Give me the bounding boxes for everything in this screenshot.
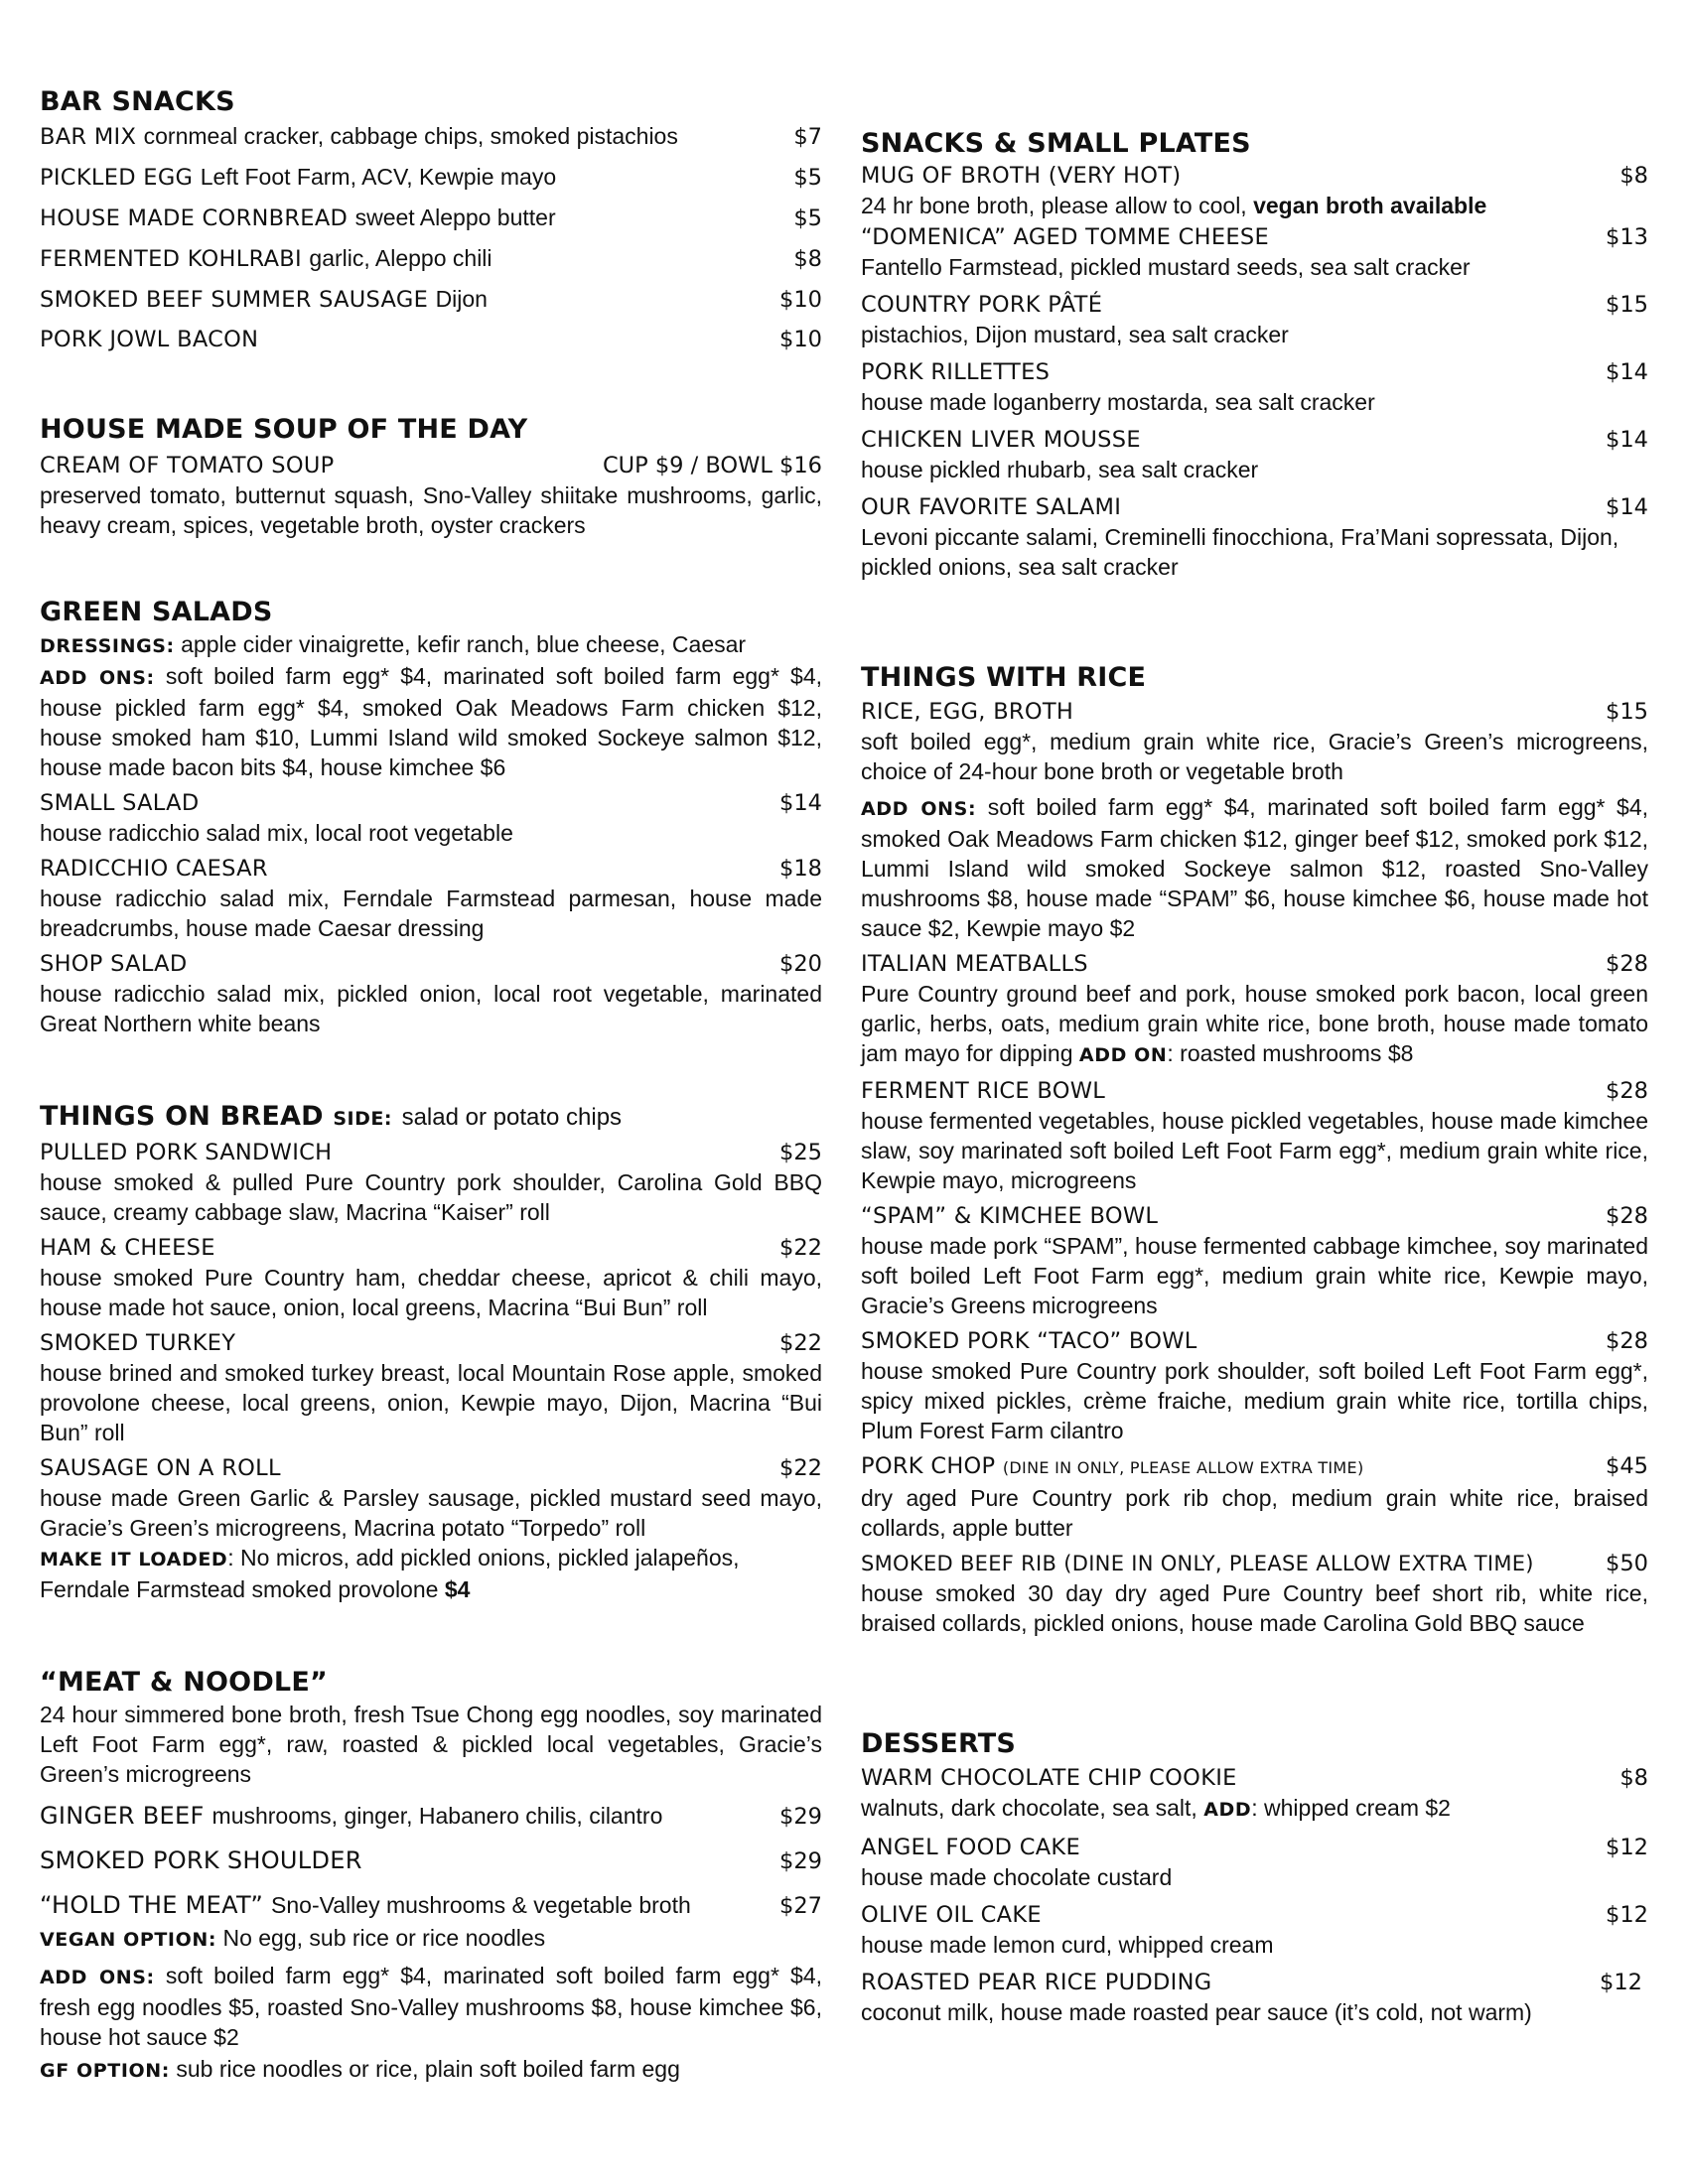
item-desc-bold: vegan broth available (1253, 193, 1487, 218)
item-price: $8 (793, 246, 822, 272)
item-price: $28 (1606, 1328, 1648, 1354)
item-desc: house made Green Garlic & Parsley sausage, pickled mustard seed mayo, Gracie’s Green’s microgreens, Macrina potato “Torpedo” roll (40, 1485, 822, 1541)
addons-label: ADD ONS: (40, 1967, 155, 1988)
menu-item (40, 1845, 822, 1876)
side-label: SIDE: (333, 1108, 392, 1130)
item-price: $12 (1606, 1835, 1648, 1860)
section-title-text: THINGS ON BREAD (40, 1101, 324, 1132)
menu-item (40, 284, 822, 315)
item-desc-text: walnuts, dark chocolate, sea salt, (861, 1795, 1197, 1821)
item-name: SHOP SALAD (40, 951, 188, 977)
menu-item (40, 1801, 822, 1832)
item-desc: Sno-Valley mushrooms & vegetable broth (271, 1892, 691, 1918)
item-name: “HOLD THE MEAT” (40, 1891, 264, 1919)
loaded-text: : No micros, add pickled onions, pickled jalapeños, Ferndale Farmstead smoked provolone (40, 1545, 740, 1602)
item-desc: cornmeal cracker, cabbage chips, smoked pistachios (143, 123, 678, 149)
addons-text: soft boiled farm egg* $4, marinated soft boiled farm egg* $4, fresh egg noodles $5, roasted Sno-Valley mushrooms $8, house kimchee $6, house hot sauce $2 (40, 1963, 823, 2050)
menu-item (40, 1138, 822, 1167)
item-desc: house made chocolate custard (861, 1864, 1173, 1890)
section-title (40, 1100, 822, 1136)
menu-item (40, 788, 822, 818)
vegan-label: VEGAN OPTION: (40, 1929, 217, 1951)
item-name: FERMENT RICE BOWL (861, 1078, 1106, 1104)
item-price: $5 (793, 205, 822, 231)
item-name: “DOMENICA” AGED TOMME CHEESE (861, 224, 1269, 250)
item-desc: coconut milk, house made roasted pear sauce (it’s cold, not warm) (861, 1999, 1532, 2025)
section-title: THINGS WITH RICE (861, 662, 1147, 693)
menu-item (861, 492, 1648, 522)
menu-item (861, 1201, 1648, 1231)
item-price: $10 (779, 287, 822, 313)
addons-label: ADD ONS: (40, 667, 155, 689)
menu-item (40, 854, 822, 884)
item-name: COUNTRY PORK PÂTÉ (861, 292, 1103, 318)
item-price: $28 (1606, 951, 1648, 977)
item-desc: pistachios, Dijon mustard, sea salt cracker (861, 322, 1289, 347)
salad-addons (40, 661, 822, 782)
item-name: PORK RILLETTES (861, 359, 1051, 385)
menu-item (40, 243, 822, 274)
item-price: $27 (779, 1893, 822, 1919)
item-desc: house radicchio salad mix, Ferndale Farmstead parmesan, house made breadcrumbs, house made Caesar dressing (40, 886, 822, 941)
gf-label: GF OPTION: (40, 2060, 170, 2082)
gf-text: sub rice noodles or rice, plain soft boiled farm egg (176, 2056, 680, 2082)
menu-item (861, 1451, 1648, 1483)
item-name: WARM CHOCOLATE CHIP COOKIE (861, 1765, 1237, 1791)
vegan-option (40, 1923, 822, 1955)
item-name: SMALL SALAD (40, 790, 200, 816)
rice-addons (861, 792, 1648, 943)
menu-item (40, 1328, 822, 1358)
item-name: PORK CHOP (861, 1453, 996, 1479)
menu-item (40, 949, 822, 979)
item-name: OUR FAVORITE SALAMI (861, 494, 1122, 520)
section-desc: 24 hour simmered bone broth, fresh Tsue Chong egg noodles, soy marinated Left Foot Farm egg*, raw, roasted & pickled local vegetables, Gracie’s Green’s microgreens (40, 1702, 822, 1787)
item-name: SMOKED BEEF SUMMER SAUSAGE (40, 287, 429, 313)
item-desc (861, 979, 1648, 1070)
item-name: SMOKED PORK SHOULDER (40, 1846, 362, 1874)
item-name: ANGEL FOOD CAKE (861, 1835, 1080, 1860)
item-desc: house made lemon curd, whipped cream (861, 1932, 1274, 1958)
menu-item (861, 290, 1648, 320)
addons-text: soft boiled farm egg* $4, marinated soft boiled farm egg* $4, smoked Oak Meadows Farm chicken $12, ginger beef $12, smoked pork $12, Lummi Island wild smoked Sockeye salmon $12, roasted Sno-Valley mushrooms $8, house made “SPAM” $6, house kimchee $6, house made hot sauce $2, Kewpie mayo $2 (861, 794, 1649, 941)
item-desc: house smoked 30 day dry aged Pure Country beef short rib, white rice, braised collards, pickled onions, house made Carolina Gold BBQ sauce (861, 1580, 1648, 1636)
menu-item (861, 1968, 1648, 1997)
section-title: “MEAT & NOODLE” (40, 1667, 328, 1698)
addon-label: ADD ON (1078, 1044, 1168, 1066)
item-desc: preserved tomato, butternut squash, Sno-Valley shiitake mushrooms, garlic, heavy cream, spices, vegetable broth, oyster crackers (40, 482, 822, 538)
item-price: $15 (1606, 292, 1648, 318)
item-desc: house radicchio salad mix, pickled onion, local root vegetable, marinated Great Northern white beans (40, 981, 822, 1036)
item-price: $25 (779, 1140, 822, 1165)
item-price: $14 (1606, 427, 1648, 453)
dressings-label: DRESSINGS: (40, 635, 175, 657)
item-name: PULLED PORK SANDWICH (40, 1140, 333, 1165)
section-title: BAR SNACKS (40, 86, 235, 117)
item-price: $45 (1606, 1453, 1648, 1479)
addons-text: soft boiled farm egg* $4, marinated soft boiled farm egg* $4, house pickled farm egg* $4, smoked Oak Meadows Farm chicken $12, house smoked ham $10, Lummi Island wild smoked Sockeye salmon $12, house made bacon bits $4, house kimchee $6 (40, 663, 823, 780)
menu-item (861, 357, 1648, 387)
item-name: RICE, EGG, BROTH (861, 699, 1074, 725)
item-price: $13 (1606, 224, 1648, 250)
side-text: salad or potato chips (401, 1104, 623, 1131)
menu-item (861, 1900, 1648, 1930)
menu-item (861, 1076, 1648, 1106)
item-desc: house smoked Pure Country pork shoulder, soft boiled Left Foot Farm egg*, spicy mixed pickles, crème fraiche, medium grain white rice, tortilla chips, Plum Forest Farm cilantro (861, 1358, 1648, 1443)
menu-item (40, 451, 822, 480)
loaded-label: MAKE IT LOADED (40, 1549, 228, 1570)
item-price: $12 (1600, 1970, 1642, 1995)
menu-item (861, 222, 1648, 252)
menu-item (40, 1890, 822, 1921)
item-name: FERMENTED KOHLRABI (40, 246, 302, 272)
item-price: $29 (779, 1848, 822, 1874)
item-desc: house radicchio salad mix, local root vegetable (40, 820, 513, 846)
item-name: PORK JOWL BACON (40, 327, 259, 352)
item-price: $22 (779, 1455, 822, 1481)
item-desc: garlic, Aleppo chili (309, 245, 492, 271)
item-desc: house made pork “SPAM”, house fermented cabbage kimchee, soy marinated soft boiled Left Foot Farm egg*, medium grain white rice, Kewpie mayo, Gracie’s Greens microgreens (861, 1233, 1648, 1318)
item-name: CREAM OF TOMATO SOUP (40, 453, 335, 478)
meat-noodle-section (40, 1666, 822, 2086)
item-desc (861, 1793, 1648, 1825)
item-name: MUG OF BROTH (VERY HOT) (861, 163, 1182, 189)
item-desc: sweet Aleppo butter (354, 205, 556, 230)
section-title: SNACKS & SMALL PLATES (861, 128, 1251, 159)
menu-item (861, 1326, 1648, 1356)
addons-label: ADD ONS: (861, 798, 977, 820)
item-desc-text: 24 hr bone broth, please allow to cool, (861, 193, 1247, 218)
item-name: BAR MIX (40, 124, 137, 150)
item-name: GINGER BEEF (40, 1802, 205, 1830)
item-name: SAUSAGE ON A ROLL (40, 1455, 281, 1481)
menu-item (861, 425, 1648, 455)
item-price: $8 (1619, 1765, 1648, 1791)
item-name: OLIVE OIL CAKE (861, 1902, 1042, 1928)
addon-text: : roasted mushrooms $8 (1167, 1040, 1414, 1066)
vegan-text: No egg, sub rice or rice noodles (222, 1925, 546, 1951)
loaded-price: $4 (444, 1576, 471, 1602)
bar-snacks-section (40, 85, 822, 354)
item-name: “SPAM” & KIMCHEE BOWL (861, 1203, 1159, 1229)
menu-item (40, 1453, 822, 1483)
menu-item (40, 1233, 822, 1263)
item-name: ITALIAN MEATBALLS (861, 951, 1088, 977)
menu-item (861, 697, 1648, 727)
menu-item (861, 949, 1648, 979)
item-name: SMOKED BEEF RIB (DINE IN ONLY, PLEASE ALLOW EXTRA TIME) (861, 1552, 1534, 1575)
green-salads-section (40, 596, 822, 1038)
item-price: $50 (1606, 1551, 1648, 1576)
item-desc: Fantello Farmstead, pickled mustard seeds, sea salt cracker (861, 254, 1471, 280)
menu-item (861, 1763, 1648, 1793)
item-price: $12 (1606, 1902, 1648, 1928)
section-title: HOUSE MADE SOUP OF THE DAY (40, 414, 528, 445)
item-desc: Levoni piccante salami, Creminelli finocchiona, Fra’Mani sopressata, Dijon, pickled onions, sea salt cracker (861, 524, 1619, 580)
menu-item (40, 121, 822, 152)
item-desc (861, 191, 1648, 220)
item-price: $22 (779, 1330, 822, 1356)
things-on-bread-section (40, 1100, 822, 1604)
item-desc: house pickled rhubarb, sea salt cracker (861, 457, 1259, 482)
item-price: CUP $9 / BOWL $16 (602, 453, 822, 478)
menu-item (861, 161, 1648, 191)
item-price: $8 (1619, 163, 1648, 189)
menu-item (40, 162, 822, 193)
dressings-line (40, 629, 822, 661)
add-text: : whipped cream $2 (1251, 1795, 1451, 1821)
item-name: PICKLED EGG (40, 165, 194, 191)
item-price: $28 (1606, 1203, 1648, 1229)
item-desc: house fermented vegetables, house pickled vegetables, house made kimchee slaw, soy marinated soft boiled Left Foot Farm egg*, medium grain white rice, Kewpie mayo, microgreens (861, 1108, 1648, 1193)
item-desc-text: Pure Country ground beef and pork, house smoked pork bacon, local green garlic, herbs, oats, medium grain white rice, bone broth, house made tomato jam mayo for dipping (861, 981, 1648, 1066)
item-price: $7 (793, 124, 822, 150)
item-desc: dry aged Pure Country pork rib chop, medium grain white rice, braised collards, apple butter (861, 1485, 1648, 1541)
item-price: $22 (779, 1235, 822, 1261)
item-name: HOUSE MADE CORNBREAD (40, 205, 349, 231)
item-price: $20 (779, 951, 822, 977)
soup-section (40, 413, 822, 540)
gf-option (40, 2054, 822, 2086)
menu-item (861, 1549, 1648, 1578)
make-it-loaded (40, 1543, 822, 1604)
item-price: $29 (779, 1804, 822, 1830)
item-price: $28 (1606, 1078, 1648, 1104)
item-name: RADICCHIO CAESAR (40, 856, 268, 882)
noodle-addons (40, 1961, 822, 2052)
dressings-text: apple cider vinaigrette, kefir ranch, blue cheese, Caesar (181, 631, 747, 657)
item-desc: Dijon (435, 286, 488, 312)
item-price: $18 (779, 856, 822, 882)
item-price: $15 (1606, 699, 1648, 725)
add-label: ADD (1203, 1799, 1252, 1821)
item-desc: soft boiled egg*, medium grain white rice, Gracie’s Green’s microgreens, choice of 24-hour bone broth or vegetable broth (861, 729, 1648, 784)
item-desc: house smoked & pulled Pure Country pork shoulder, Carolina Gold BBQ sauce, creamy cabbage slaw, Macrina “Kaiser” roll (40, 1169, 822, 1225)
item-price: $5 (793, 165, 822, 191)
item-price: $14 (1606, 494, 1648, 520)
section-title: DESSERTS (861, 1728, 1017, 1759)
item-price: $14 (779, 790, 822, 816)
item-price: $14 (1606, 359, 1648, 385)
menu-item (40, 325, 822, 354)
item-name: SMOKED TURKEY (40, 1330, 236, 1356)
item-note: (DINE IN ONLY, PLEASE ALLOW EXTRA TIME) (1002, 1458, 1364, 1477)
item-name: SMOKED PORK “TACO” BOWL (861, 1328, 1197, 1354)
desserts-section (861, 1727, 1648, 2027)
menu-item (861, 1833, 1648, 1862)
snacks-small-plates-section (861, 127, 1648, 582)
item-name: ROASTED PEAR RICE PUDDING (861, 1970, 1212, 1995)
item-price: $10 (779, 327, 822, 352)
item-desc: house smoked Pure Country ham, cheddar cheese, apricot & chili mayo, house made hot sauce, onion, local greens, Macrina “Bui Bun” roll (40, 1265, 822, 1320)
item-desc: house brined and smoked turkey breast, local Mountain Rose apple, smoked provolone cheese, local greens, onion, Kewpie mayo, Dijon, Macrina “Bui Bun” roll (40, 1360, 822, 1445)
item-name: CHICKEN LIVER MOUSSE (861, 427, 1141, 453)
item-desc: house made loganberry mostarda, sea salt cracker (861, 389, 1375, 415)
things-with-rice-section (861, 661, 1648, 1638)
item-name: HAM & CHEESE (40, 1235, 215, 1261)
menu-item (40, 203, 822, 233)
item-desc: mushrooms, ginger, Habanero chilis, cilantro (211, 1803, 663, 1829)
section-title: GREEN SALADS (40, 597, 273, 627)
item-desc: Left Foot Farm, ACV, Kewpie mayo (200, 164, 557, 190)
